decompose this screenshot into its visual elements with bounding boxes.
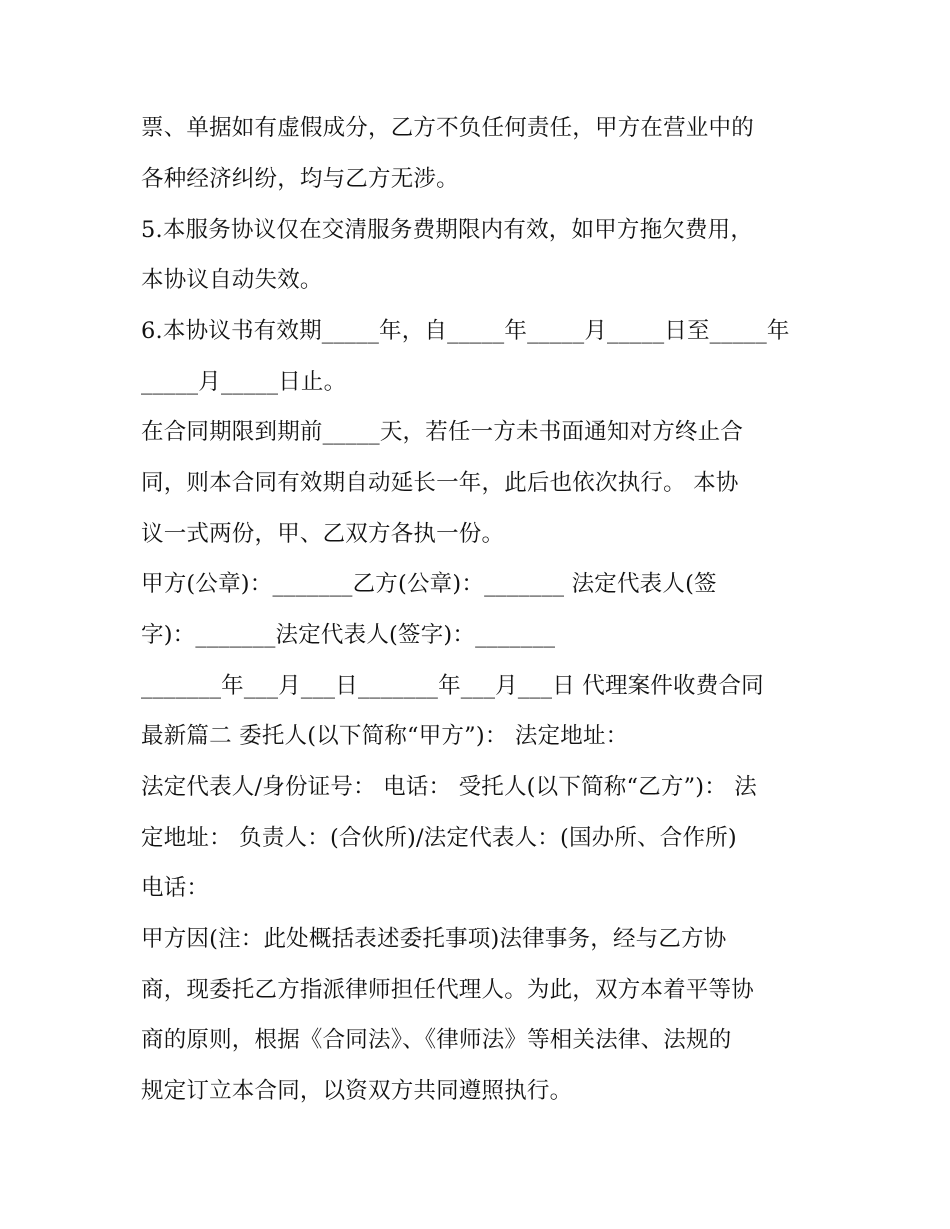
text-line-17: 甲方因(注：此处概括表述委托事项)法律事务，经与乙方协 — [141, 926, 727, 952]
text-line-2: 各种经济纠纷，均与乙方无涉。 — [141, 166, 459, 192]
text-line-8: 同，则本合同有效期自动延长一年，此后也依次执行。 本协 — [141, 470, 739, 496]
text-line-9: 议一式两份，甲、乙双方各执一份。 — [141, 521, 505, 547]
text-line-6: _____月_____日止。 — [141, 369, 347, 395]
text-line-3: 5.本服务协议仅在交清服务费期限内有效，如甲方拖欠费用， — [141, 217, 754, 243]
text-line-7: 在合同期限到期前_____天，若任一方未书面通知对方终止合 — [141, 419, 744, 445]
text-line-4: 本协议自动失效。 — [141, 267, 323, 293]
text-line-14: 法定代表人/身份证号： 电话： 受托人(以下简称“乙方”)： 法 — [141, 774, 757, 800]
text-line-10: 甲方(公章)：_______乙方(公章)：_______ 法定代表人(签 — [141, 571, 717, 597]
text-line-19: 商的原则，根据《合同法》、《律师法》等相关法律、法规的 — [141, 1027, 732, 1053]
text-line-5: 6.本协议书有效期_____年，自_____年_____月_____日至_____年 — [141, 318, 790, 344]
text-line-20: 规定订立本合同，以资双方共同遵照执行。 — [141, 1078, 573, 1104]
text-line-16: 电话： — [141, 875, 210, 901]
text-line-12: _______年___月___日_______年___月___日 代理案件收费合同 — [141, 673, 764, 699]
text-line-18: 商，现委托乙方指派律师担任代理人。为此，双方本着平等协 — [141, 977, 754, 1003]
text-line-15: 定地址： 负责人：(合伙所)/法定代表人：(国办所、合作所) — [141, 825, 737, 851]
text-line-13: 最新篇二 委托人(以下简称“甲方”)： 法定地址： — [141, 723, 629, 749]
text-line-11: 字)：_______法定代表人(签字)：_______ — [141, 622, 556, 648]
text-line-1: 票、单据如有虚假成分，乙方不负任何责任，甲方在营业中的 — [141, 115, 754, 141]
